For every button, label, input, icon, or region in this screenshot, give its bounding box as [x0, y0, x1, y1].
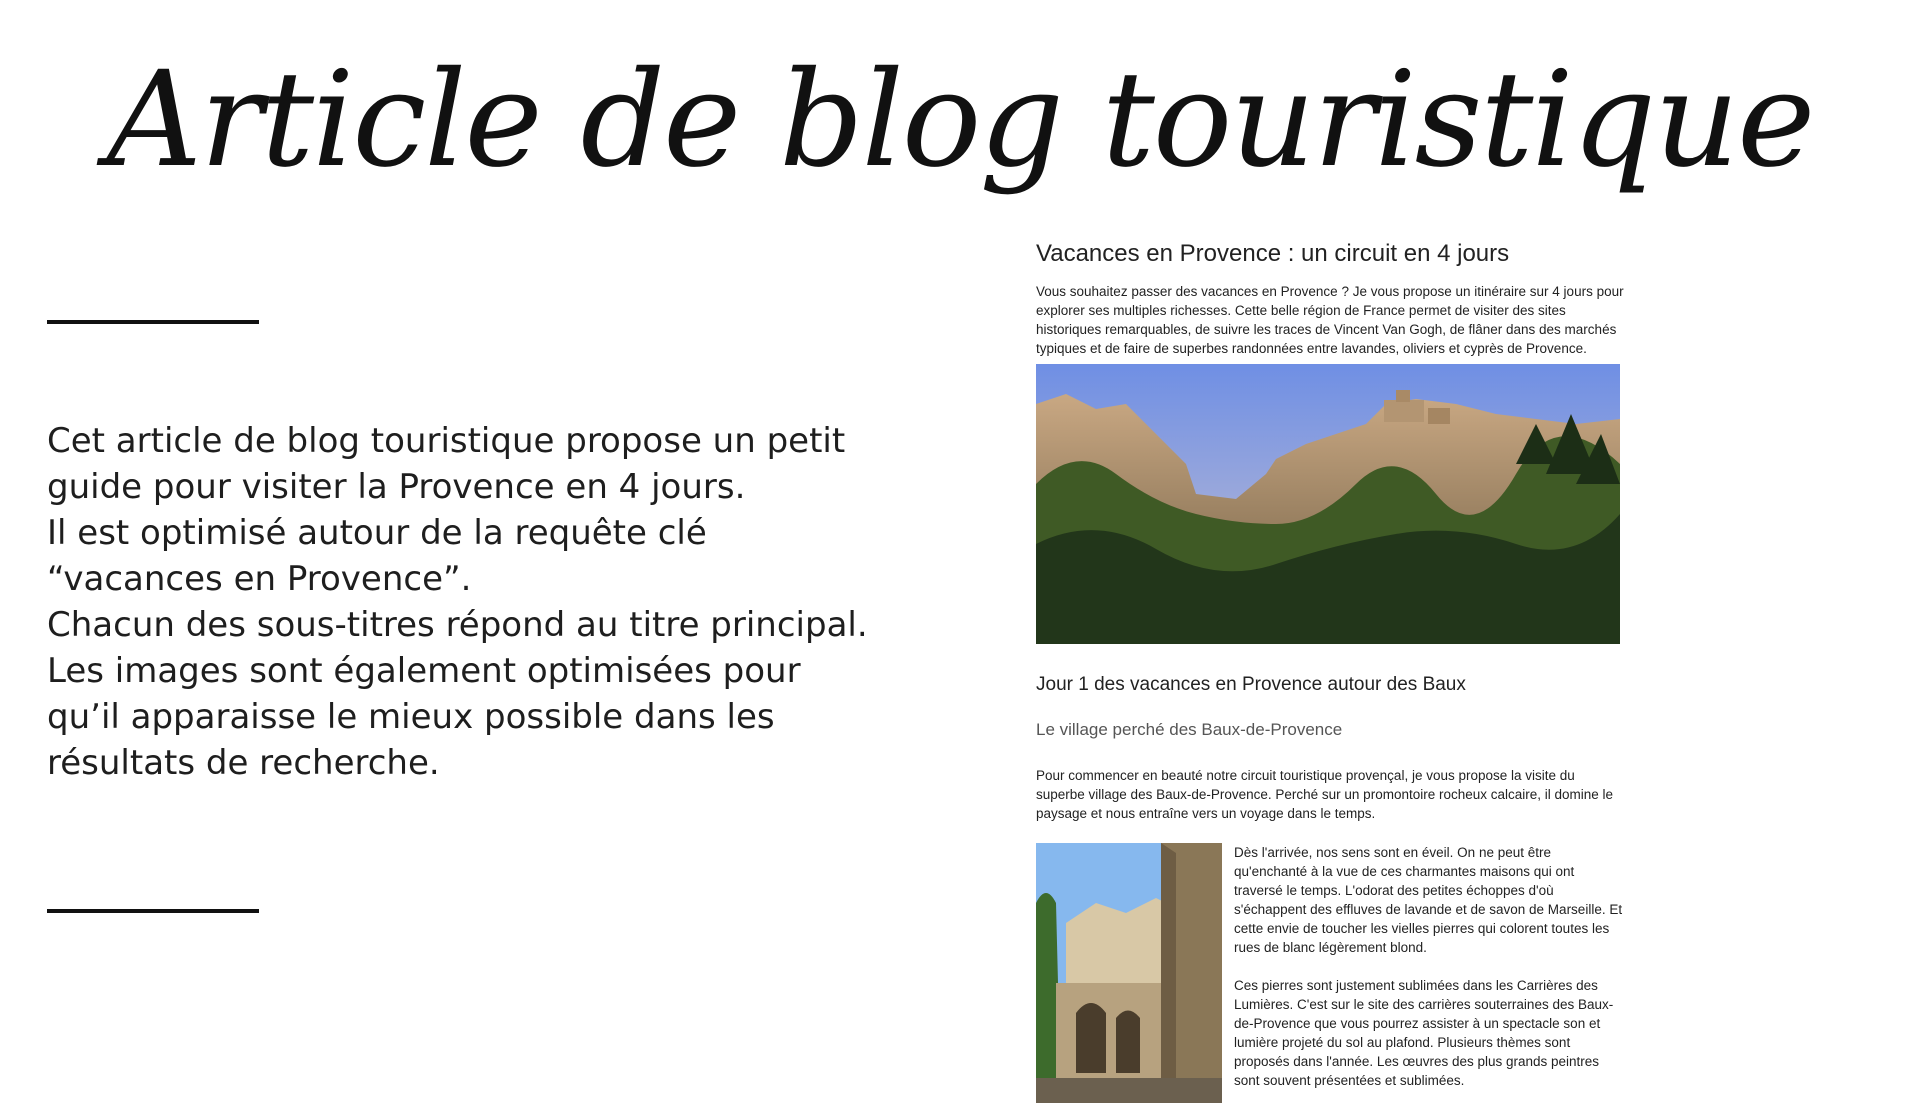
figure-row: [1036, 843, 1626, 1103]
day1-subheading: Le village perché des Baux-de-Provence: [1036, 720, 1343, 739]
side-paragraph: Dès l'arrivée, nos sens sont en éveil. On ne peut être qu'enchanté à la vue de ces charmantes maisons qui ont traversé le temps. L'odorat des petites échoppes d'où s'échappent des effluves de lavande et de savon de Marseille. Et cette envie de toucher les vielles pierres qui colorent toutes les rues de blanc légèrement blond.: [1234, 845, 1623, 955]
day1-text: Pour commencer en beauté notre circuit touristique provençal, je vous propose la visite du superbe village des Baux-de-Provence. Perché sur un promontoire rocheux calcaire, il domine le paysage et nous entraîne vers un voyage dans le temps.: [1036, 768, 1614, 821]
top-divider: [47, 320, 259, 324]
side-text-column: [1234, 843, 1626, 1103]
article-intro: Vous souhaitez passer des vacances en Provence ? Je vous propose un itinéraire sur 4 jours pour explorer ses multiples richesses. Cette belle région de France permet de visiter des sites historiques remarquables, de suivre les traces de Vincent Van Gogh, de flâner dans des marchés typiques et de faire de superbes randonnées entre lavandes, oliviers et cyprès de Provence.: [1036, 284, 1624, 356]
day1-heading: Jour 1 des vacances en Provence autour des Baux: [1036, 674, 1466, 695]
bottom-divider: [47, 909, 259, 913]
intro-paragraph: Chacun des sous-titres répond au titre principal. Les images sont également optimisées pour qu’il apparaisse le mieux possible dans les résultats de recherche.: [47, 605, 868, 783]
intro-paragraph: Il est optimisé autour de la requête clé “vacances en Provence”.: [47, 513, 707, 599]
page-heading: Article de blog touristique: [106, 43, 1814, 197]
village-street-photo: [1036, 843, 1222, 1103]
intro-paragraph: Cet article de blog touristique propose un petit guide pour visiter la Provence en 4 jours.: [47, 421, 846, 507]
baux-de-provence-landscape-photo: [1036, 364, 1620, 644]
blog-article-screenshot: [1036, 238, 1626, 1088]
intro-text-block: [47, 418, 877, 786]
article-title: Vacances en Provence : un circuit en 4 jours: [1036, 240, 1510, 267]
landscape-illustration: [1036, 364, 1620, 644]
village-illustration: [1036, 843, 1222, 1103]
side-paragraph: Ces pierres sont justement sublimées dans les Carrières des Lumières. C'est sur le site des carrières souterraines des Baux-de-Provence que vous pourrez assister à un spectacle son et lumière projeté du sol au plafond. Plusieurs thèmes sont proposés dans l'année. Les œuvres des plus grands peintres sont souvent présentées et sublimées.: [1234, 978, 1614, 1088]
